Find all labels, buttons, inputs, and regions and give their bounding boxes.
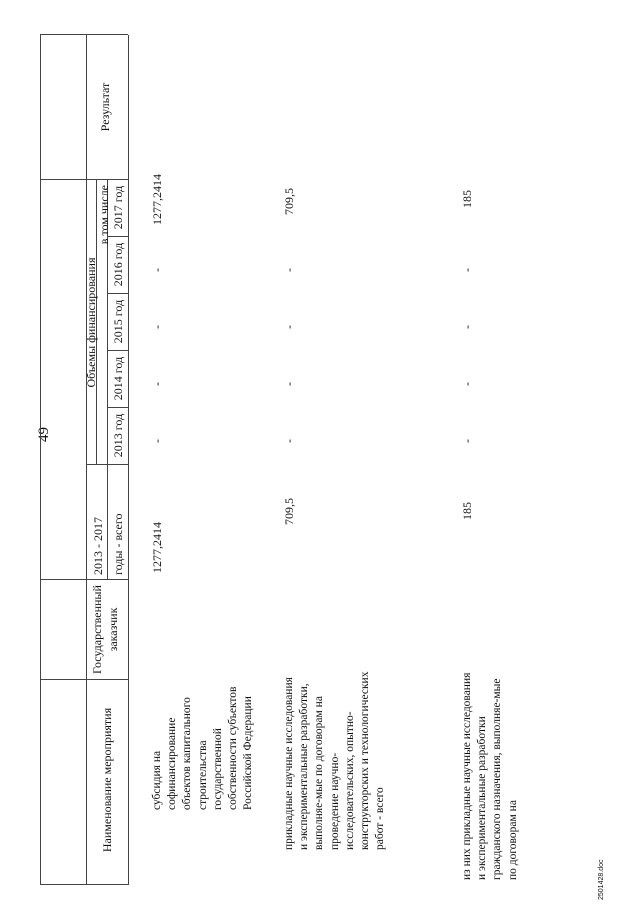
page-number: 49: [36, 427, 52, 442]
header-year-2017: 2017 год: [111, 185, 125, 230]
row-2-2015: -: [282, 325, 296, 329]
row-1-2014: -: [150, 382, 164, 386]
header-year-2013: 2013 год: [111, 413, 125, 458]
row-3-total: 185: [460, 502, 474, 520]
table-header-bottom: [128, 35, 129, 885]
row-3-2017: 185: [460, 190, 474, 208]
table-right-border: [40, 34, 128, 35]
table-top-border: [40, 35, 41, 885]
row-3-name: из них прикладные научные исследования и экспериментальные разработки гражданского назначения, выполняе-мые по договорам на: [461, 672, 519, 880]
row-2-2017: 709,5: [282, 188, 296, 215]
header-result: Результат: [98, 82, 112, 132]
header-year-2016: 2016 год: [111, 242, 125, 287]
row-3-2014: -: [460, 382, 474, 386]
header-name: Наименование мероприятия: [100, 707, 114, 853]
header-total-2: годы - всего: [111, 513, 125, 575]
row-3-2016: -: [460, 268, 474, 272]
header-volume: Объемы финансирования: [84, 257, 98, 388]
row-2-2014: -: [282, 382, 296, 386]
row-1-2013: -: [150, 439, 164, 443]
row-3-2015: -: [460, 325, 474, 329]
header-year-2015: 2015 год: [111, 299, 125, 344]
header-incl: в том числе: [97, 185, 111, 245]
header-year-2014: 2014 год: [111, 356, 125, 401]
row-1-2017: 1277,2414: [150, 174, 164, 225]
row-1-2015: -: [150, 325, 164, 329]
header-total-1: 2013 - 2017: [91, 517, 105, 575]
row-2-2013: -: [282, 439, 296, 443]
row-2-2016: -: [282, 268, 296, 272]
row-2-name: прикладные научные исследования и экспериментальные разработки, выполняе-мые по договорам на проведение научно-исследовательских, опытно-конструкторских и технологических работ - всего: [283, 671, 387, 850]
col-divider-name: [40, 679, 128, 680]
row-1-name: субсидия на софинансирование объектов капитального строительства государственной собственности субъектов Российской Федерации: [151, 686, 255, 810]
header-customer: Государственный заказчик: [90, 585, 120, 674]
col-divider-customer: [40, 579, 128, 580]
row-3-2013: -: [460, 439, 474, 443]
footer-filename: 2501428.doc: [598, 859, 605, 900]
row-2-total: 709,5: [282, 498, 296, 525]
row-1-total: 1277,2414: [150, 522, 164, 573]
table-left-border: [40, 884, 128, 885]
row-1-2016: -: [150, 268, 164, 272]
